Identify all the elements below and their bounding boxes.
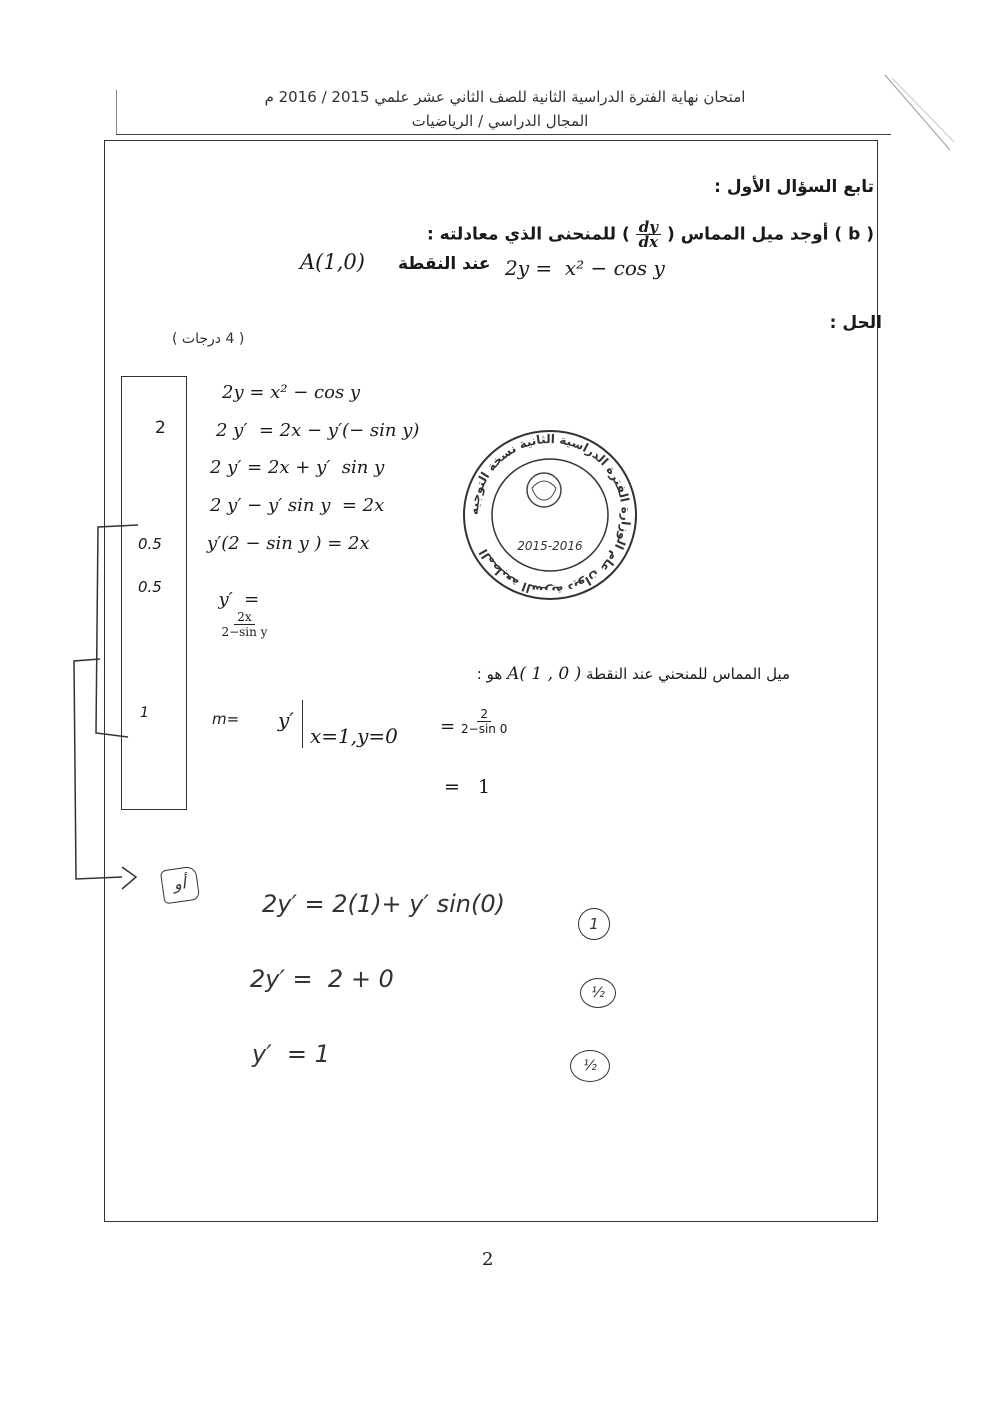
exam-header-title: امتحان نهاية الفترة الدراسية الثانية للصف الثاني عشر علمي 2015 / 2016 م — [264, 88, 746, 106]
slope-point: A( 1 , 0 ) — [507, 664, 582, 684]
alt-line-2: 2y′ = 2 + 0 — [250, 965, 394, 993]
step-line-5: y′(2 − sin y ) = 2x — [207, 533, 370, 554]
score-slope: 1 — [140, 705, 149, 721]
marks-total: ( 4 درجات ) — [172, 331, 245, 347]
step-line-4: 2 y′ − y′ sin y = 2x — [210, 495, 385, 516]
step-line-3: 2 y′ = 2x + y′ sin y — [210, 457, 385, 478]
ministry-stamp — [460, 428, 640, 603]
page-corner-crease — [880, 70, 960, 160]
m-label: m= — [212, 710, 240, 728]
alt-mark-2: ½ — [580, 978, 616, 1008]
m-equals: = — [440, 716, 456, 737]
alternative-badge: أو — [160, 866, 200, 905]
step-line-1: 2y = x² − cos y — [222, 382, 361, 403]
evaluation-bar — [302, 700, 303, 748]
header-left-tick — [116, 90, 117, 134]
handwritten-arrow — [60, 515, 170, 895]
alt-mark-3: ½ — [570, 1050, 610, 1082]
slope-sentence: ميل المماس للمنحني عند النقطة A( 1 , 0 ) هو : — [476, 664, 790, 684]
final-fraction: $\frac{2x}{\text{2−sin y}}$ — [221, 610, 268, 639]
exam-header-subject: المجال الدراسي / الرياضيات — [411, 112, 589, 130]
header-rule — [116, 134, 891, 135]
m-y-prime: y′ — [278, 708, 294, 732]
dy-dx-fraction: $\frac{dy}{dx}$ — [636, 220, 661, 249]
score-step-5: 0.5 — [138, 535, 162, 553]
score-step-2: 2 — [155, 418, 166, 438]
question-prompt — [427, 220, 874, 249]
prompt-before: أوجد ميل المماس ( — [667, 224, 829, 245]
score-step-6: 0.5 — [138, 578, 162, 596]
question-continuation: تابع السؤال الأول : — [714, 177, 874, 197]
m-fraction: $\frac{2}{2-\sin 0}$ — [461, 707, 508, 736]
stamp-year: 2015-2016 — [517, 539, 583, 553]
point-a: A(1,0) — [300, 250, 365, 274]
at-point-word: عند النقطة — [398, 254, 491, 274]
evaluation-subscript: x=1,y=0 — [310, 724, 398, 748]
stamp-outer-text: المطبعة السرية ديوان عام الوزارة الفترة الدراسية الثانية نسخة التوجيه — [466, 431, 634, 599]
m-result: = 1 — [444, 776, 491, 798]
alt-line-1: 2y′ = 2(1)+ y′ sin(0) — [262, 890, 505, 918]
step-line-2: 2 y′ = 2x − y′(− sin y) — [216, 420, 420, 441]
solution-label: الحل : — [829, 313, 882, 333]
prompt-after: ) للمنحنى الذي معادلته : — [426, 224, 630, 245]
alt-line-3: y′ = 1 — [252, 1040, 330, 1068]
part-label: ( b ) — [834, 224, 874, 245]
alt-mark-1: 1 — [578, 908, 610, 940]
curve-equation: 2y = x² − cos y — [505, 256, 665, 280]
page-number: 2 — [482, 1249, 494, 1270]
step-line-6: y′ = $\frac{2x}{\text{2−sin y}}$ — [207, 568, 270, 639]
